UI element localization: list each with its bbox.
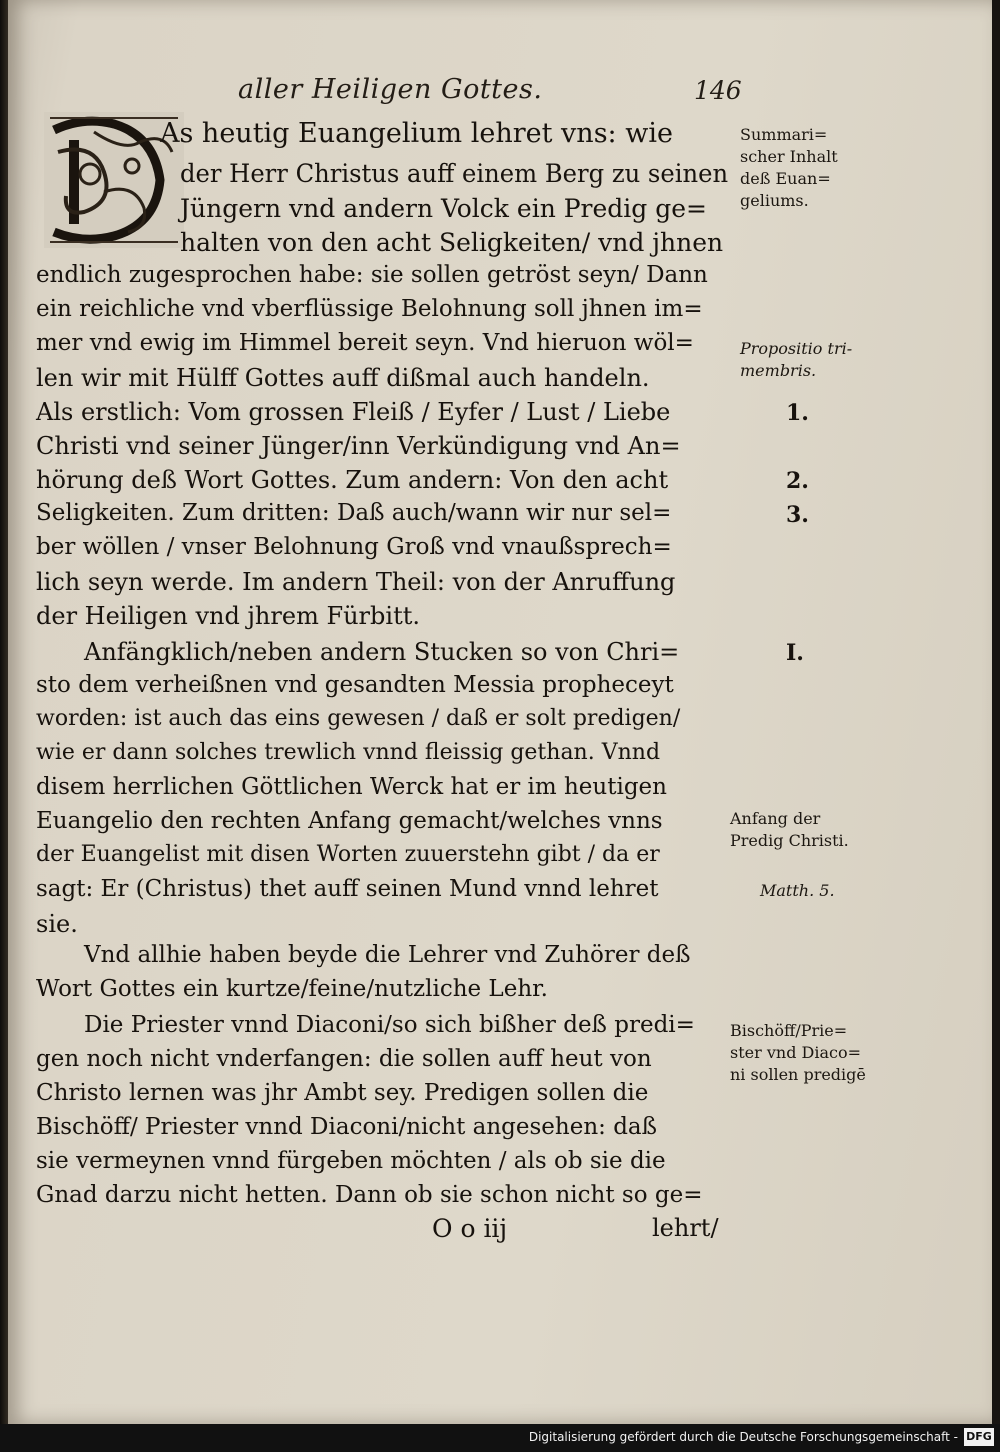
text-line: Vnd allhie haben beyde die Lehrer vnd Zuhörer deß	[84, 942, 691, 968]
text-line: Bischöff/ Priester vnnd Diaconi/nicht angesehen: daß	[36, 1114, 657, 1140]
text-line: Seligkeiten. Zum dritten: Daß auch/wann wir nur sel=	[36, 500, 672, 526]
text-line: Jüngern vnd andern Volck ein Predig ge=	[180, 194, 708, 223]
text-line: Die Priester vnnd Diaconi/so sich bißher deß predi=	[84, 1012, 695, 1038]
margin-note-anfang: Anfang der Predig Christi.	[730, 809, 849, 850]
book-page	[8, 0, 992, 1424]
text-line: ein reichliche vnd vberflüssige Belohnung soll jhnen im=	[36, 296, 703, 322]
text-line: Gnad darzu nicht hetten. Dann ob sie schon nicht so ge=	[36, 1182, 703, 1208]
margin-note-propositio: Propositio tri- membris.	[740, 339, 853, 380]
text-line: sagt: Er (Christus) thet auff seinen Mund vnnd lehret	[36, 876, 659, 902]
text-line: lich seyn werde. Im andern Theil: von der Anruffung	[36, 568, 676, 596]
text-line: sto dem verheißnen vnd gesandten Messia propheceyt	[36, 672, 674, 698]
text-line: mer vnd ewig im Himmel bereit seyn. Vnd hieruon wöl=	[36, 330, 694, 356]
text-line: halten von den acht Seligkeiten/ vnd jhnen	[180, 228, 724, 257]
dfg-logo: DFG	[964, 1428, 994, 1446]
marginal-numeral: 3.	[786, 502, 809, 528]
signature-mark: O o iij	[432, 1214, 508, 1243]
marginal-numeral: 2.	[786, 468, 809, 494]
text-line: As heutig Euangelium lehret vns: wie	[160, 118, 673, 149]
footer-credit: Digitalisierung gefördert durch die Deutsche Forschungsgemeinschaft -	[528, 1430, 958, 1444]
text-line: gen noch nicht vnderfangen: die sollen auff heut von	[36, 1046, 652, 1072]
text-line: Euangelio den rechten Anfang gemacht/welches vnns	[36, 808, 663, 834]
text-line: der Herr Christus auff einem Berg zu seinen	[180, 159, 729, 188]
text-line: der Heiligen vnd jhrem Fürbitt.	[36, 602, 420, 630]
text-line: hörung deß Wort Gottes. Zum andern: Von den acht	[36, 466, 669, 494]
text-line: ber wöllen / vnser Belohnung Groß vnd vnaußsprech=	[36, 534, 672, 560]
text-line: worden: ist auch das eins gewesen / daß er solt predigen/	[36, 706, 681, 731]
text-line: der Euangelist mit disen Worten zuuerstehn gibt / da er	[36, 842, 660, 867]
text-line: sie vermeynen vnnd fürgeben möchten / als ob sie die	[36, 1148, 666, 1174]
margin-note-matth: Matth. 5.	[760, 881, 835, 900]
margin-note-bischoff: Bischöff/Prie= ster vnd Diaco= ni sollen predigē	[730, 1021, 866, 1084]
folio-number: 146	[694, 76, 742, 105]
text-line: Christi vnd seiner Jünger/inn Verkündigung vnd An=	[36, 432, 681, 460]
text-line: wie er dann solches trewlich vnnd fleissig gethan. Vnnd	[36, 740, 661, 765]
text-line: Wort Gottes ein kurtze/feine/nutzliche Lehr.	[36, 976, 548, 1002]
text-line: disem herrlichen Göttlichen Werck hat er im heutigen	[36, 774, 667, 800]
marginal-numeral: I.	[786, 640, 804, 666]
text-line: Als erstlich: Vom grossen Fleiß / Eyfer / Lust / Liebe	[36, 398, 671, 426]
margin-note-summary: Summari= scher Inhalt deß Euan= geliums.	[740, 125, 838, 210]
text-line: sie.	[36, 910, 78, 938]
running-header: aller Heiligen Gottes.	[238, 74, 543, 105]
marginal-numeral: 1.	[786, 400, 809, 426]
text-line: endlich zugesprochen habe: sie sollen getröst seyn/ Dann	[36, 262, 708, 288]
text-line: Christo lernen was jhr Ambt sey. Predigen sollen die	[36, 1080, 649, 1106]
text-line: len wir mit Hülff Gottes auff dißmal auch handeln.	[36, 364, 650, 392]
text-line: Anfängklich/neben andern Stucken so von Chri=	[84, 638, 680, 666]
catchword: lehrt/	[652, 1214, 719, 1242]
